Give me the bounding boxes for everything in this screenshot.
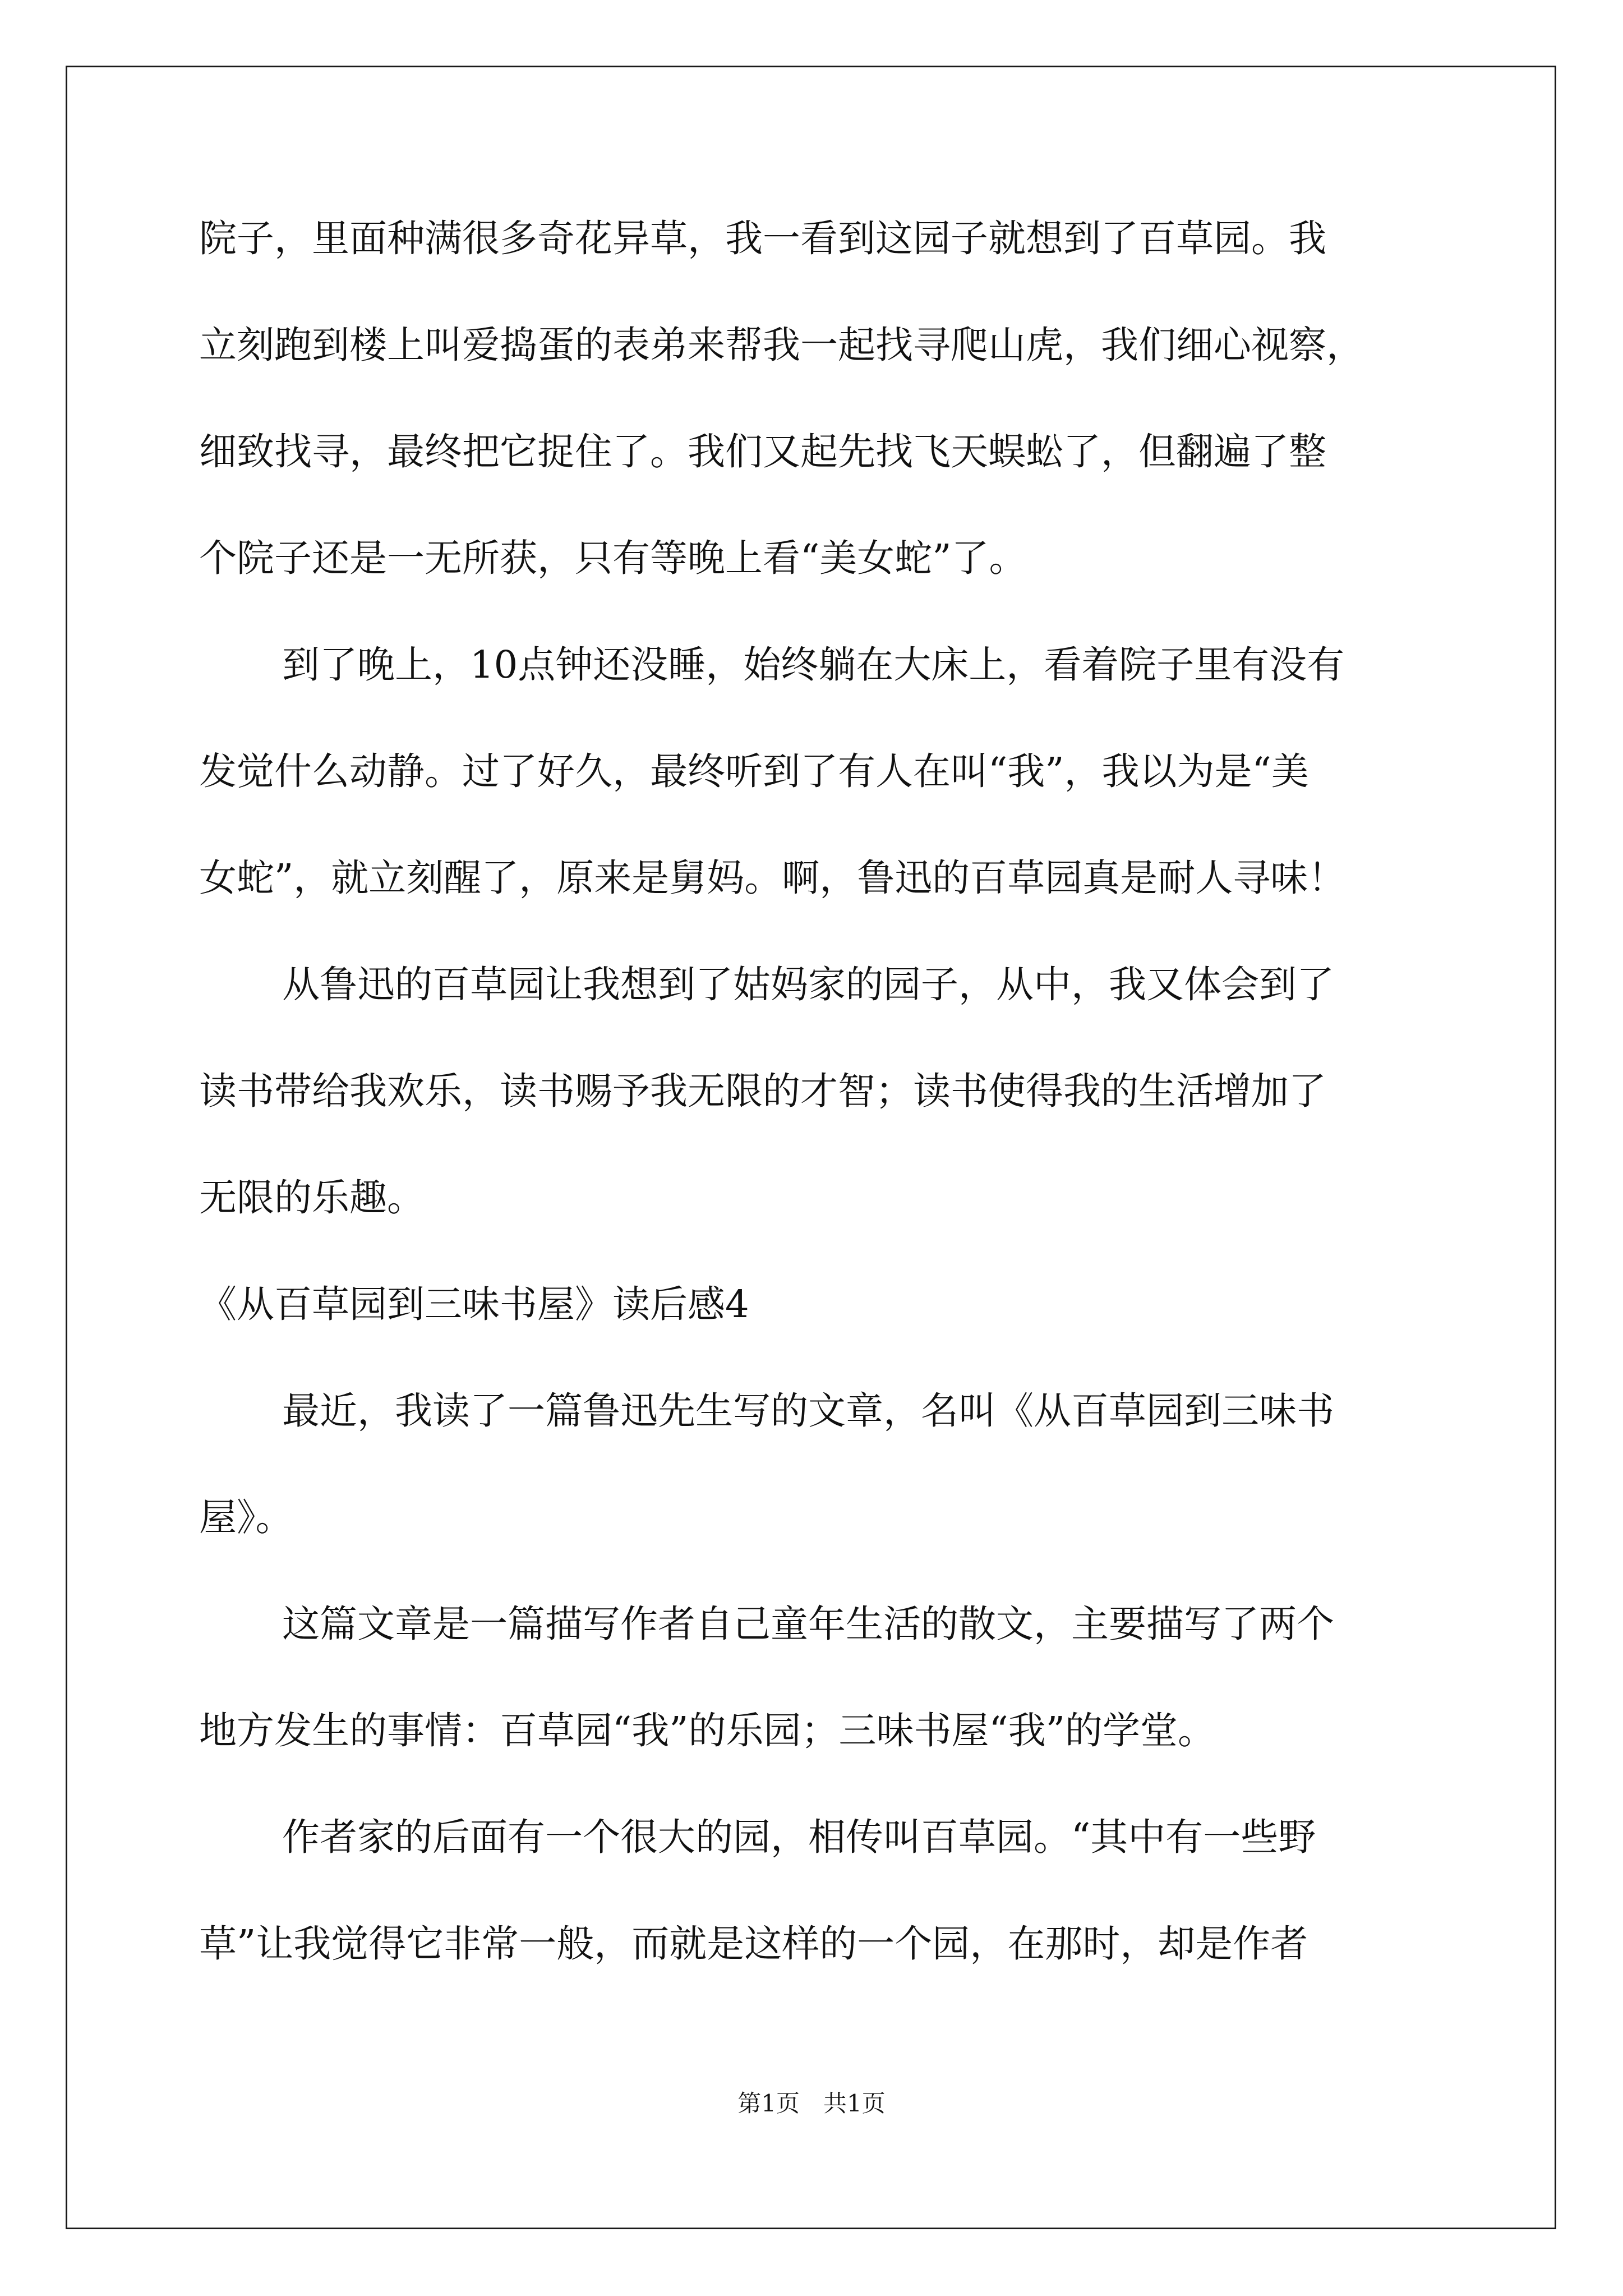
paragraph-start-line: 从鲁迅的百草园让我想到了姑妈家的园子，从中，我又体会到了 — [282, 963, 1334, 1006]
page-frame — [66, 66, 1556, 2229]
text-line: 读书带给我欢乐，读书赐予我无限的才智；读书使得我的生活增加了 — [199, 1069, 1326, 1113]
paragraph-start-line: 到了晚上，10点钟还没睡，始终躺在大床上，看着院子里有没有 — [282, 643, 1345, 687]
section-title: 《从百草园到三味书屋》读后感4 — [199, 1282, 749, 1326]
text-line: 草”让我觉得它非常一般，而就是这样的一个园，在那时，却是作者 — [199, 1922, 1308, 1966]
text-line: 细致找寻，最终把它捉住了。我们又起先找飞天蜈蚣了，但翻遍了整 — [199, 430, 1326, 473]
text-line: 屋》。 — [199, 1496, 293, 1539]
text-line: 女蛇”，就立刻醒了，原来是舅妈。啊，鲁迅的百草园真是耐人寻味！ — [199, 856, 1346, 900]
paragraph-start-line: 作者家的后面有一个很大的园，相传叫百草园。“其中有一些野 — [282, 1815, 1316, 1859]
paragraph-start-line: 最近，我读了一篇鲁迅先生写的文章，名叫《从百草园到三味书 — [282, 1389, 1334, 1433]
page-number-footer: 第1页 共1页 — [737, 2090, 886, 2117]
paragraph-start-line: 这篇文章是一篇描写作者自己童年生活的散文，主要描写了两个 — [282, 1602, 1334, 1646]
text-line: 地方发生的事情：百草园“我”的乐园；三味书屋“我”的学堂。 — [199, 1709, 1216, 1752]
text-line: 无限的乐趣。 — [199, 1176, 425, 1220]
text-line: 个院子还是一无所获，只有等晚上看“美女蛇”了。 — [199, 536, 1027, 580]
text-line: 院子，里面种满很多奇花异草，我一看到这园子就想到了百草园。我 — [199, 217, 1326, 260]
text-line: 立刻跑到楼上叫爱捣蛋的表弟来帮我一起找寻爬山虎，我们细心视察， — [199, 323, 1364, 367]
text-line: 发觉什么动静。过了好久，最终听到了有人在叫“我”，我以为是“美 — [199, 749, 1309, 793]
